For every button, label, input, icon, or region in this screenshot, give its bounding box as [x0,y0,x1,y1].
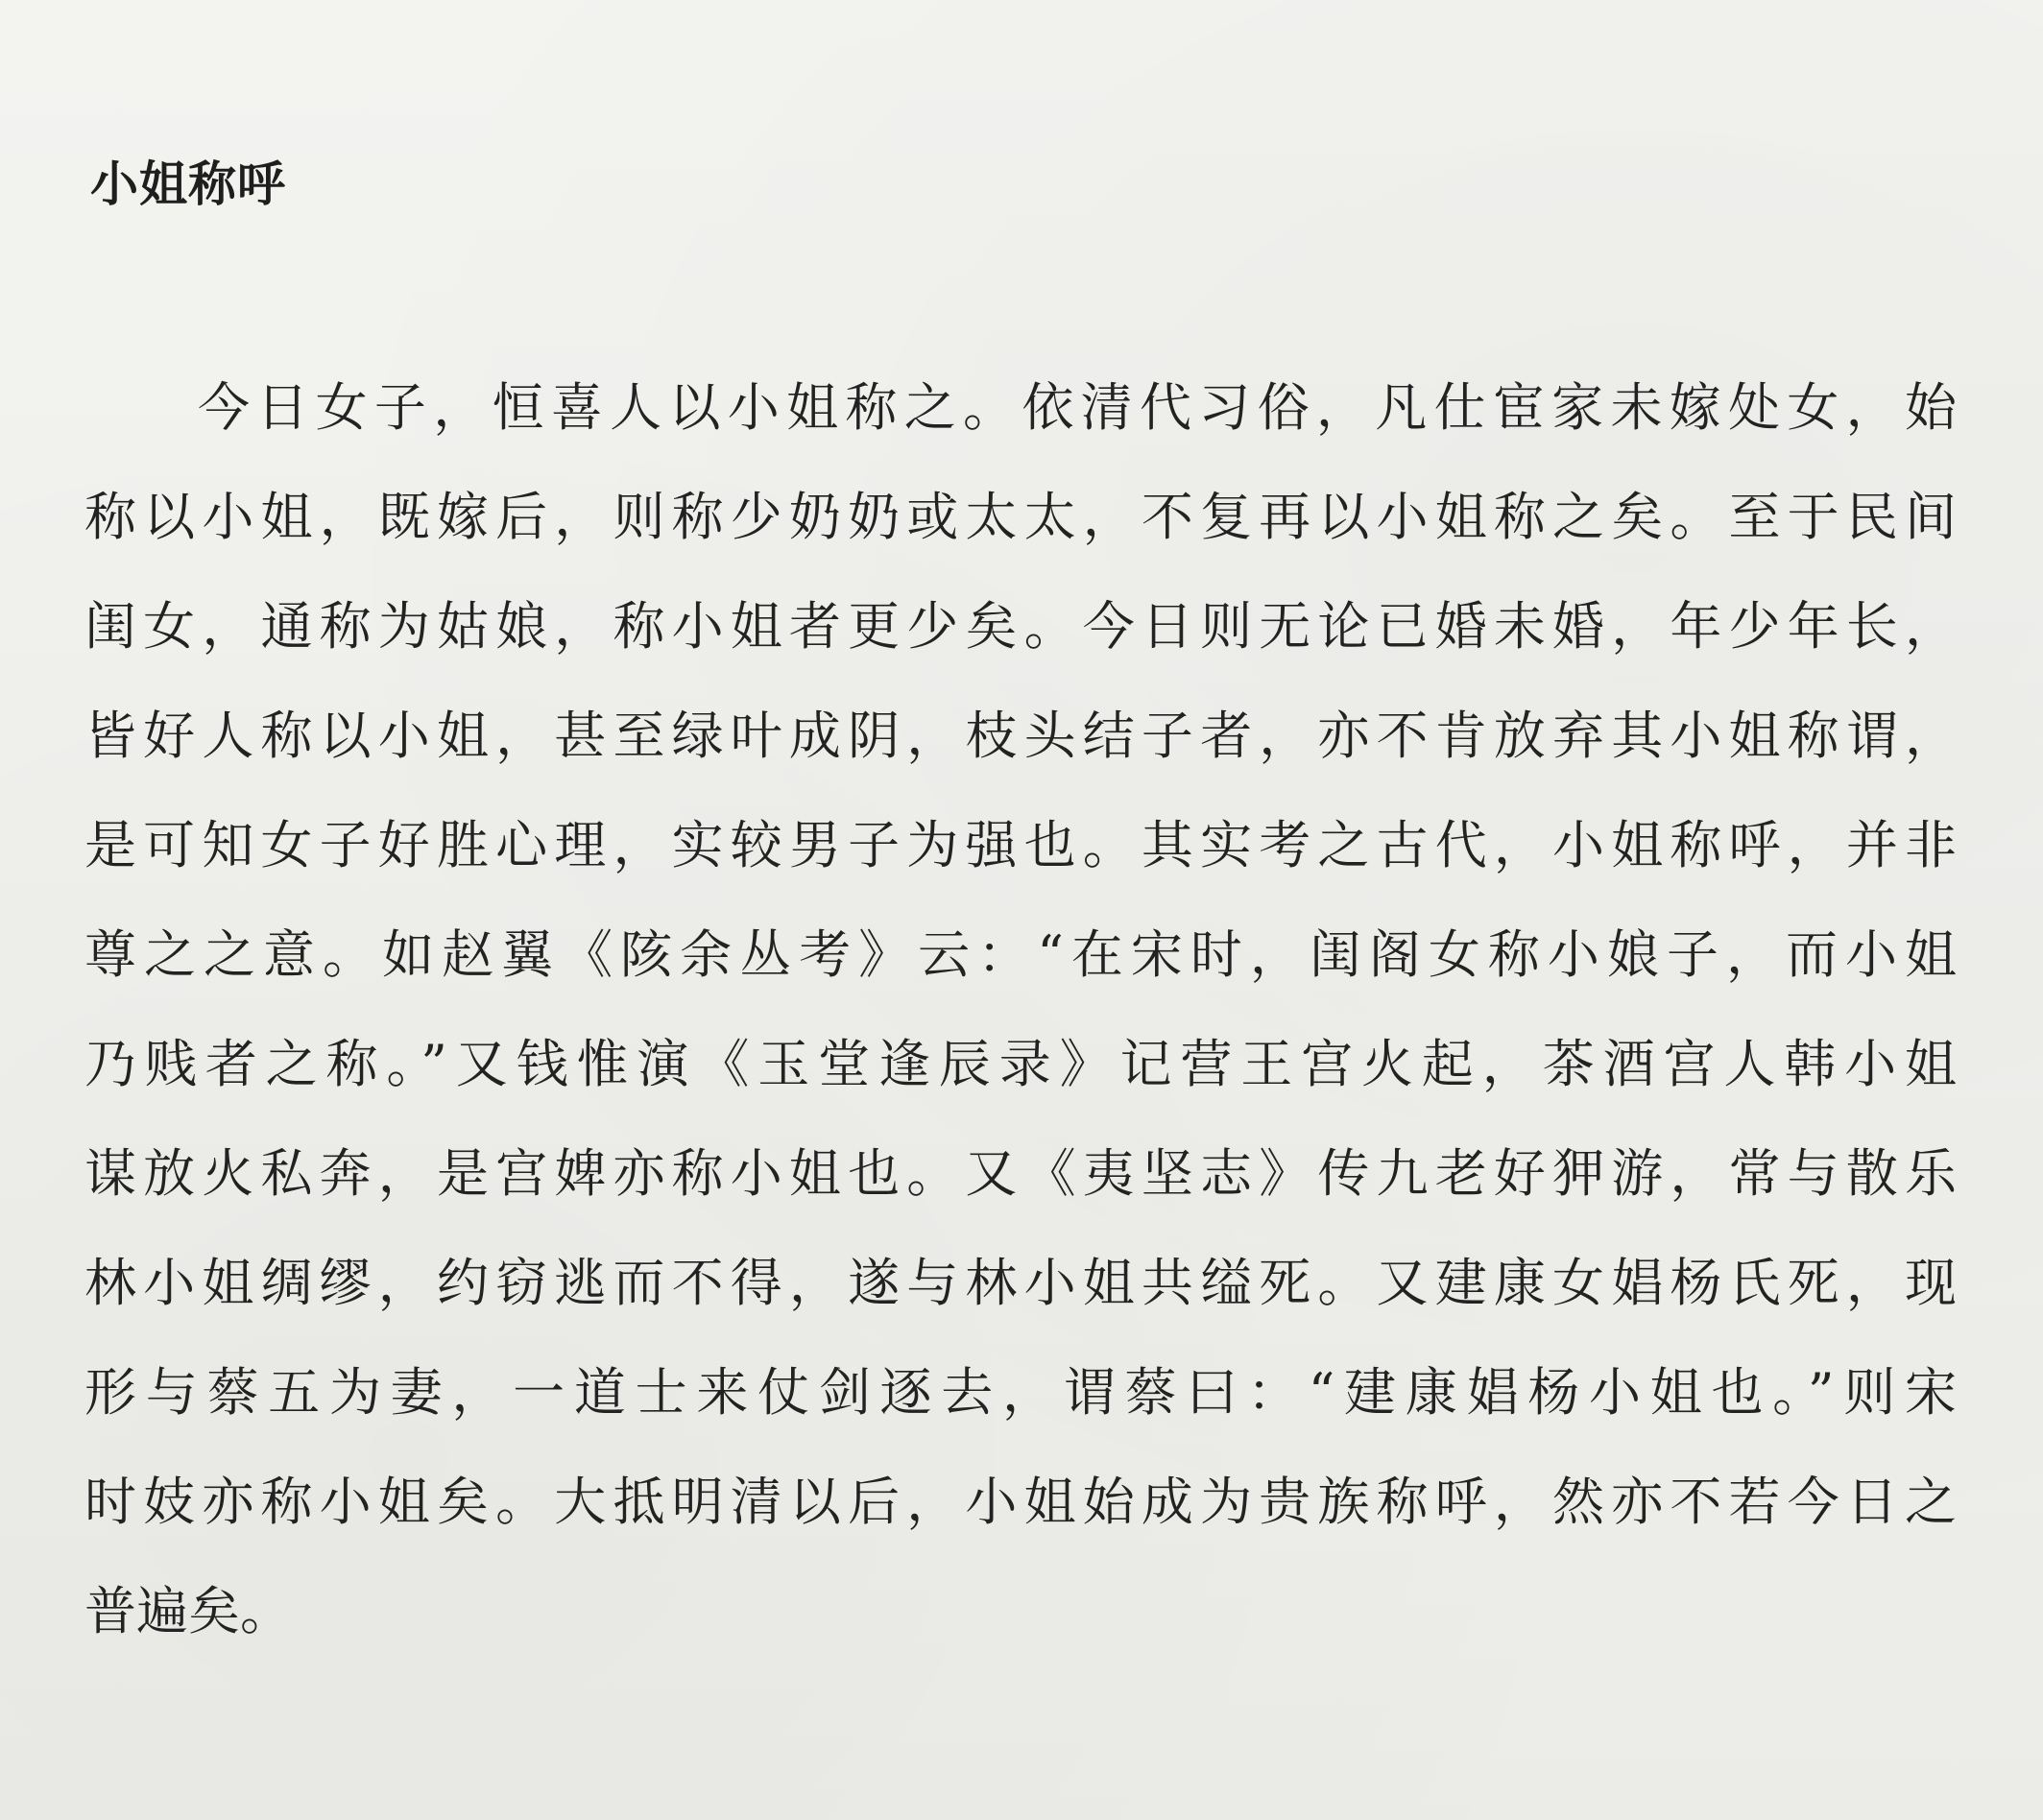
paragraph-line: 乃贱者之称。”又钱惟演《玉堂逢辰录》记营王宫火起，茶酒宫人韩小姐 [84,1034,1957,1094]
section-title: 小姐称呼 [90,156,286,212]
paragraph-line: 称以小姐，既嫁后，则称少奶奶或太太，不复再以小姐称之矣。至于民间 [84,487,1957,547]
paragraph-line: 时妓亦称小姐矣。大抵明清以后，小姐始成为贵族称呼，然亦不若今日之 [84,1472,1957,1532]
paragraph-line: 尊之之意。如赵翼《陔余丛考》云：“在宋时，闺阁女称小娘子，而小姐 [84,924,1957,985]
paragraph-line: 形与蔡五为妻，一道士来仗剑逐去，谓蔡曰：“建康娼杨小姐也。”则宋 [84,1362,1957,1423]
paragraph-line: 普遍矣。 [84,1581,292,1641]
paragraph-line: 皆好人称以小姐，甚至绿叶成阴，枝头结子者，亦不肯放弃其小姐称谓， [84,706,1957,766]
paragraph-line: 谋放火私奔，是宫婢亦称小姐也。又《夷坚志》传九老好狎游，常与散乐 [84,1143,1957,1204]
body-paragraph [84,353,1957,1666]
paragraph-line: 林小姐绸缪，约窃逃而不得，遂与林小姐共缢死。又建康女娼杨氏死，现 [84,1253,1957,1313]
paragraph-line: 是可知女子好胜心理，实较男子为强也。其实考之古代，小姐称呼，并非 [84,815,1957,875]
paragraph-line: 今日女子，恒喜人以小姐称之。依清代习俗，凡仕宦家未嫁处女，始 [198,377,1957,438]
paragraph-line: 闺女，通称为姑娘，称小姐者更少矣。今日则无论已婚未婚，年少年长， [84,596,1957,657]
